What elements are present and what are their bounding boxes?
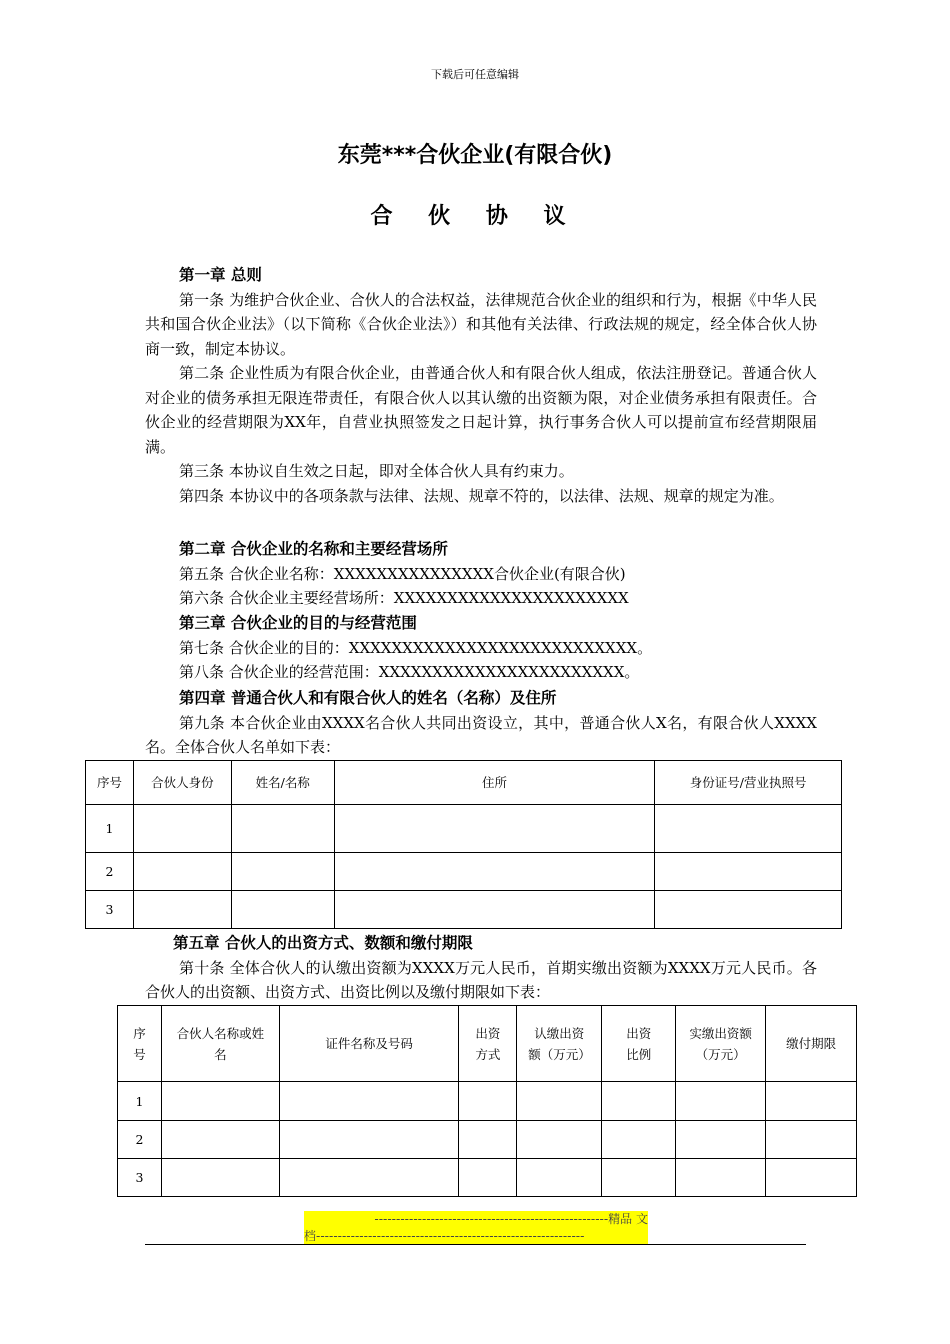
row-number: 3 <box>86 891 134 929</box>
table-header-cell: 序号 <box>118 1006 162 1082</box>
table-row <box>118 1121 857 1159</box>
table-cell <box>279 1082 459 1121</box>
table-cell <box>161 1082 279 1121</box>
article-2: 第二条 企业性质为有限合伙企业，由普通合伙人和有限合伙人组成，依法注册登记。普通合伙人对企业的债务承担无限连带责任，有限合伙人以其认缴的出资额为限，对企业债务承担有限责任。合伙企业的经营期限为XX年，自营业执照签发之日起计算，执行事务合伙人可以提前宣布经营期限届满。 <box>145 364 817 456</box>
table-cell <box>655 891 842 929</box>
table-cell <box>279 1121 459 1159</box>
footer-watermark <box>304 1211 648 1245</box>
footer-line-2: 档-------------------------------------------------------------- <box>304 1229 585 1243</box>
document-title: 东莞***合伙企业(有限合伙) <box>337 143 613 168</box>
chapter-5 <box>145 931 817 1005</box>
footer-line-1: ------------------------------------------------------精品 文 <box>374 1212 648 1226</box>
chapter-4 <box>145 686 817 760</box>
table-header-cell: 实缴出资额（万元） <box>676 1006 766 1082</box>
table-header-cell: 证件名称及号码 <box>279 1006 459 1082</box>
table-cell <box>459 1121 517 1159</box>
chapter-3 <box>145 611 817 685</box>
table-header-row <box>86 761 842 805</box>
row-number: 1 <box>86 805 134 853</box>
row-number: 2 <box>118 1121 162 1159</box>
table-cell <box>766 1159 857 1197</box>
table-cell <box>517 1159 602 1197</box>
table-header-cell: 身份证号/营业执照号 <box>655 761 842 805</box>
table-cell <box>517 1121 602 1159</box>
table-header-cell: 序号 <box>86 761 134 805</box>
table-header-cell: 合伙人名称或姓名 <box>161 1006 279 1082</box>
table-cell <box>676 1082 766 1121</box>
article-10: 第十条 全体合伙人的认缴出资额为XXXX万元人民币，首期实缴出资额为XXXX万元人民币。各合伙人的出资额、出资方式、出资比例以及缴付期限如下表： <box>145 958 817 1001</box>
table-cell <box>133 891 231 929</box>
table-header-cell: 住所 <box>334 761 655 805</box>
table-cell <box>231 805 334 853</box>
table-row <box>86 853 842 891</box>
table-cell <box>766 1121 857 1159</box>
article-8: 第八条 合伙企业的经营范围：XXXXXXXXXXXXXXXXXXXXXXX。 <box>179 663 640 681</box>
table-header-cell: 缴付期限 <box>766 1006 857 1082</box>
table-cell <box>161 1159 279 1197</box>
table-cell <box>602 1082 676 1121</box>
article-5: 第五条 合伙企业名称：XXXXXXXXXXXXXXX合伙企业(有限合伙) <box>179 564 626 583</box>
table-cell <box>459 1159 517 1197</box>
chapter-5-heading: 第五章 合伙人的出资方式、数额和缴付期限 <box>173 934 473 952</box>
table-cell <box>655 805 842 853</box>
table-header-cell: 出资方式 <box>459 1006 517 1082</box>
table-header-cell: 出资比例 <box>602 1006 676 1082</box>
document-subtitle: 合 伙 协 议 <box>370 204 580 229</box>
chapter-1-heading: 第一章 总则 <box>179 266 262 284</box>
table-header-cell: 姓名/名称 <box>231 761 334 805</box>
table-cell <box>231 853 334 891</box>
table-cell <box>279 1159 459 1197</box>
table-cell <box>602 1159 676 1197</box>
table-row <box>86 805 842 853</box>
table-header-cell: 认缴出资额（万元） <box>517 1006 602 1082</box>
article-9: 第九条 本合伙企业由XXXX名合伙人共同出资设立，其中，普通合伙人X名，有限合伙人XXXX名。全体合伙人名单如下表： <box>145 713 817 756</box>
table-cell <box>133 853 231 891</box>
row-number: 3 <box>118 1159 162 1197</box>
table-cell <box>133 805 231 853</box>
table-cell <box>655 853 842 891</box>
table-cell <box>161 1121 279 1159</box>
table-cell <box>231 891 334 929</box>
header-note: 下载后可任意编辑 <box>431 68 519 81</box>
chapter-2-heading: 第二章 合伙企业的名称和主要经营场所 <box>179 540 448 558</box>
table-header-cell: 合伙人身份 <box>133 761 231 805</box>
table-cell <box>459 1082 517 1121</box>
table-cell <box>517 1082 602 1121</box>
table-row <box>118 1082 857 1121</box>
capital-contribution-table <box>117 1005 857 1197</box>
chapter-2 <box>145 537 817 611</box>
chapter-3-heading: 第三章 合伙企业的目的与经营范围 <box>179 614 417 632</box>
article-3: 第三条 本协议自生效之日起，即对全体合伙人具有约束力。 <box>179 462 574 480</box>
table-cell <box>676 1159 766 1197</box>
article-1: 第一条 为维护合伙企业、合伙人的合法权益，法律规范合伙企业的组织和行为，根据《中华人民共和国合伙企业法》（以下简称《合伙企业法》）和其他有关法律、行政法规的规定，经全体合伙人协商一致，制定本协议。 <box>145 290 817 358</box>
table-cell <box>766 1082 857 1121</box>
table-cell <box>334 853 655 891</box>
chapter-1 <box>145 263 817 508</box>
table-header-row <box>118 1006 857 1082</box>
table-cell <box>676 1121 766 1159</box>
row-number: 1 <box>118 1082 162 1121</box>
partner-list-table <box>85 760 842 929</box>
table-cell <box>334 891 655 929</box>
article-4: 第四条 本协议中的各项条款与法律、法规、规章不符的，以法律、法规、规章的规定为准。 <box>179 486 784 505</box>
article-6: 第六条 合伙企业主要经营场所：XXXXXXXXXXXXXXXXXXXXXX <box>179 589 629 607</box>
footer-divider <box>145 1244 806 1245</box>
table-row <box>118 1159 857 1197</box>
article-7: 第七条 合伙企业的目的：XXXXXXXXXXXXXXXXXXXXXXXXXXX。 <box>179 638 653 657</box>
chapter-4-heading: 第四章 普通合伙人和有限合伙人的姓名（名称）及住所 <box>179 689 557 707</box>
table-row <box>86 891 842 929</box>
table-cell <box>334 805 655 853</box>
table-cell <box>602 1121 676 1159</box>
row-number: 2 <box>86 853 134 891</box>
